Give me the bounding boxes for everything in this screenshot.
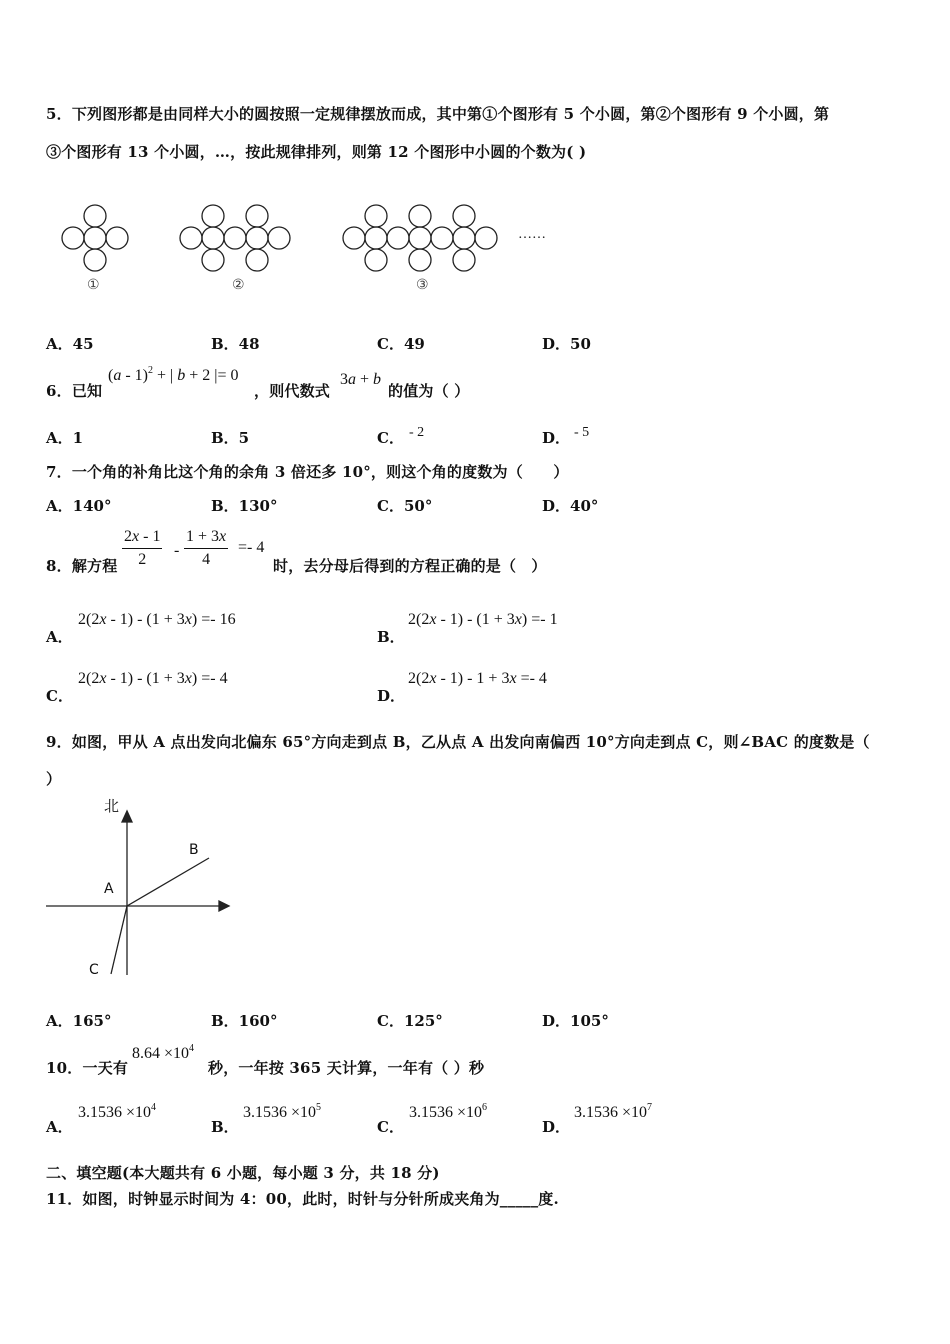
q10-option-c-math: $3.1536 \times 10^6$ (409, 1102, 488, 1121)
fig3-circle (365, 249, 387, 271)
q10-option-d: D． (542, 1118, 571, 1136)
fig3-circle (453, 249, 475, 271)
q7-option-c: C．50° (377, 497, 433, 515)
q9-option-c: C．125° (377, 1012, 443, 1030)
fig1-circle (62, 227, 84, 249)
fig2-circle (180, 227, 202, 249)
q10-option-a-math: $3.1536 \times 10^4$ (78, 1102, 157, 1121)
q6-condition-math: (a - 1)$^2$ + | b + 2 |= 0 (108, 365, 239, 384)
q10-value-math: $8.64 \times 10^4$ (132, 1043, 195, 1062)
q8-fraction-left: $\frac{2x - 1}{2}$ (124, 528, 161, 568)
ray-ab (127, 858, 209, 906)
fig2-circle (202, 205, 224, 227)
fig1-circle (106, 227, 128, 249)
q6-expression-math: 3a + b (340, 371, 382, 388)
fig3-circle (387, 227, 409, 249)
q8-option-a: A． (46, 628, 73, 646)
q6-option-d-value: - 5 (574, 425, 590, 440)
q8-minus: - (174, 542, 180, 559)
fig2-circle (246, 205, 268, 227)
q11-stem: 11．如图，时钟显示时间为 4：00，此时，时针与分针所成夹角为_____度. (46, 1190, 559, 1208)
q6-option-c: C． (377, 429, 404, 447)
q9-stem-line1: 9．如图，甲从 A 点出发向北偏东 65°方向走到点 B，乙从点 A 出发向南偏西 10°方向走到点 C，则∠BAC 的度数是（ (46, 733, 870, 751)
q5-option-a: A．45 (46, 335, 94, 353)
q6-middle: ，则代数式 (254, 382, 331, 400)
fig3-circle (475, 227, 497, 249)
fig2-label: ② (232, 278, 245, 293)
fig2-circle (202, 227, 224, 249)
q10-option-b-math: $3.1536 \times 10^5$ (243, 1102, 322, 1121)
fig2-circle (202, 249, 224, 271)
q6-option-a: A．1 (46, 429, 84, 447)
point-c-label: C (89, 962, 99, 978)
q6-option-c-value: - 2 (409, 425, 425, 440)
fig3-circle (453, 227, 475, 249)
q8-option-d-math: 2(2x - 1) - 1 + 3x =- 4 (408, 670, 547, 687)
q10-option-b: B． (211, 1118, 239, 1136)
q10-option-c: C． (377, 1118, 404, 1136)
q7-option-b: B．130° (211, 497, 278, 515)
point-b-label: B (189, 842, 199, 858)
q8-prefix: 8．解方程 (46, 557, 118, 575)
q10-prefix: 10．一天有 (46, 1059, 129, 1077)
q7-option-d: D．40° (542, 497, 599, 515)
q8-fraction-right: $\frac{1 + 3x}{4}$ (186, 528, 227, 568)
q8-option-b-math: 2(2x - 1) - (1 + 3x) =- 1 (408, 611, 558, 628)
point-a-label: A (104, 881, 114, 897)
q8-option-a-math: 2(2x - 1) - (1 + 3x) =- 16 (78, 611, 236, 628)
q9-stem-line2: ） (46, 770, 62, 788)
section2-heading: 二、填空题(本大题共有 6 小题，每小题 3 分，共 18 分) (46, 1164, 440, 1182)
fig1-label: ① (87, 278, 100, 293)
north-arrow (122, 811, 132, 822)
fig3-circle (409, 227, 431, 249)
q6-prefix: 6．已知 (46, 382, 103, 400)
q9-option-d: D．105° (542, 1012, 609, 1030)
q10-suffix: 秒，一年按 365 天计算，一年有（ ）秒 (208, 1059, 485, 1077)
q5-stem-line2: ③个图形有 13 个小圆，…，按此规律排列，则第 12 个图形中小圆的个数为( ) (46, 143, 587, 161)
q8-option-b: B． (377, 628, 405, 646)
q5-option-c: C．49 (377, 335, 425, 353)
fig-ellipsis: …… (518, 227, 546, 242)
q5-option-d: D．50 (542, 335, 591, 353)
q9-option-a: A．165° (46, 1012, 112, 1030)
q8-option-c-math: 2(2x - 1) - (1 + 3x) =- 4 (78, 670, 228, 687)
q5-stem-line1: 5．下列图形都是由同样大小的圆按照一定规律摆放而成，其中第①个图形有 5 个小圆，第②个图形有 9 个小圆，第 (46, 105, 830, 123)
q8-option-c: C． (46, 687, 73, 705)
fig2-circle (268, 227, 290, 249)
east-arrow (219, 901, 229, 911)
ray-ac (111, 906, 127, 974)
fig1-circle (84, 249, 106, 271)
q6-option-b: B．5 (211, 429, 250, 447)
fig2-circle (246, 249, 268, 271)
north-label: 北 (104, 797, 120, 815)
fig3-circle (453, 205, 475, 227)
fig2-circle (224, 227, 246, 249)
fig3-circle (409, 205, 431, 227)
q7-option-a: A．140° (46, 497, 112, 515)
fig3-circle (431, 227, 453, 249)
q6-option-d: D． (542, 429, 571, 447)
q8-suffix: 时，去分母后得到的方程正确的是（ ） (273, 557, 547, 575)
fig3-circle (365, 205, 387, 227)
fig3-circle (409, 249, 431, 271)
q8-equals: =- 4 (238, 539, 265, 556)
q10-option-d-math: $3.1536 \times 10^7$ (574, 1102, 653, 1121)
fig3-circle (365, 227, 387, 249)
fig2-circle (246, 227, 268, 249)
q7-stem: 7．一个角的补角比这个角的余角 3 倍还多 10°，则这个角的度数为（ ） (46, 463, 569, 481)
fig1-circle (84, 205, 106, 227)
q9-option-b: B．160° (211, 1012, 278, 1030)
fig3-circle (343, 227, 365, 249)
q10-option-a: A． (46, 1118, 73, 1136)
q5-option-b: B．48 (211, 335, 260, 353)
q6-suffix: 的值为（ ） (388, 382, 470, 400)
fig1-circle (84, 227, 106, 249)
q8-option-d: D． (377, 687, 406, 705)
fig3-label: ③ (416, 278, 429, 293)
